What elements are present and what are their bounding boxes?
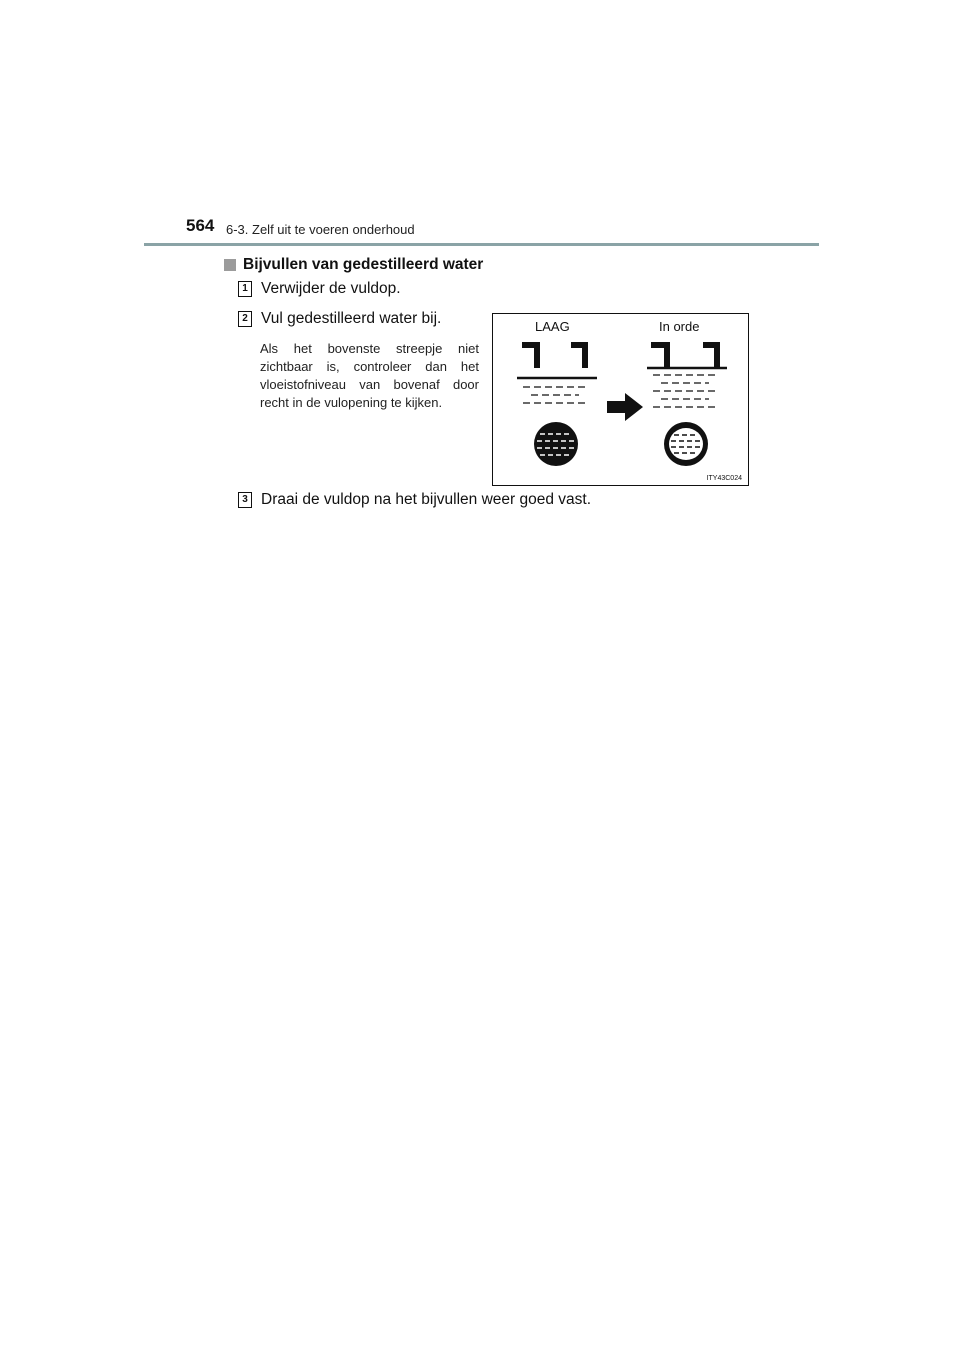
step-text-3: Draai de vuldop na het bijvullen weer goed vast. — [261, 491, 592, 508]
water-level-figure — [492, 313, 749, 486]
heading-square-icon — [224, 259, 236, 271]
step-1 — [238, 280, 401, 298]
low-top-view-icon — [534, 422, 578, 466]
step-number-2: 2 — [238, 311, 252, 327]
ok-top-view-icon — [664, 422, 708, 466]
step-text-2: Vul gedestilleerd water bij. — [261, 310, 442, 327]
section-heading — [224, 256, 483, 274]
header-rule — [144, 243, 819, 246]
ok-tube-icon — [651, 345, 717, 368]
step-2 — [238, 310, 441, 328]
ok-water-dashes — [653, 375, 715, 407]
page-number: 564 — [186, 216, 215, 235]
low-tube-icon — [522, 345, 585, 368]
label-ok: In orde — [659, 319, 700, 334]
label-low: LAAG — [535, 319, 570, 334]
step-number-1: 1 — [238, 281, 252, 297]
arrow-right-icon — [607, 393, 643, 421]
step-3 — [238, 491, 591, 509]
step-2-note: Als het bovenste streepje niet zichtbaar is, controleer dan het vloeistofniveau van bovenaf door recht in de vulopening te kijken. — [260, 341, 479, 410]
step-number-3: 3 — [238, 492, 252, 508]
figure-code: ITY43C024 — [706, 475, 742, 482]
step-text-1: Verwijder de vuldop. — [261, 280, 401, 297]
section-title: 6-3. Zelf uit te voeren onderhoud — [226, 222, 415, 237]
heading-text: Bijvullen van gedestilleerd water — [243, 256, 484, 273]
low-water-dashes — [523, 387, 585, 403]
water-level-diagram — [493, 314, 748, 485]
